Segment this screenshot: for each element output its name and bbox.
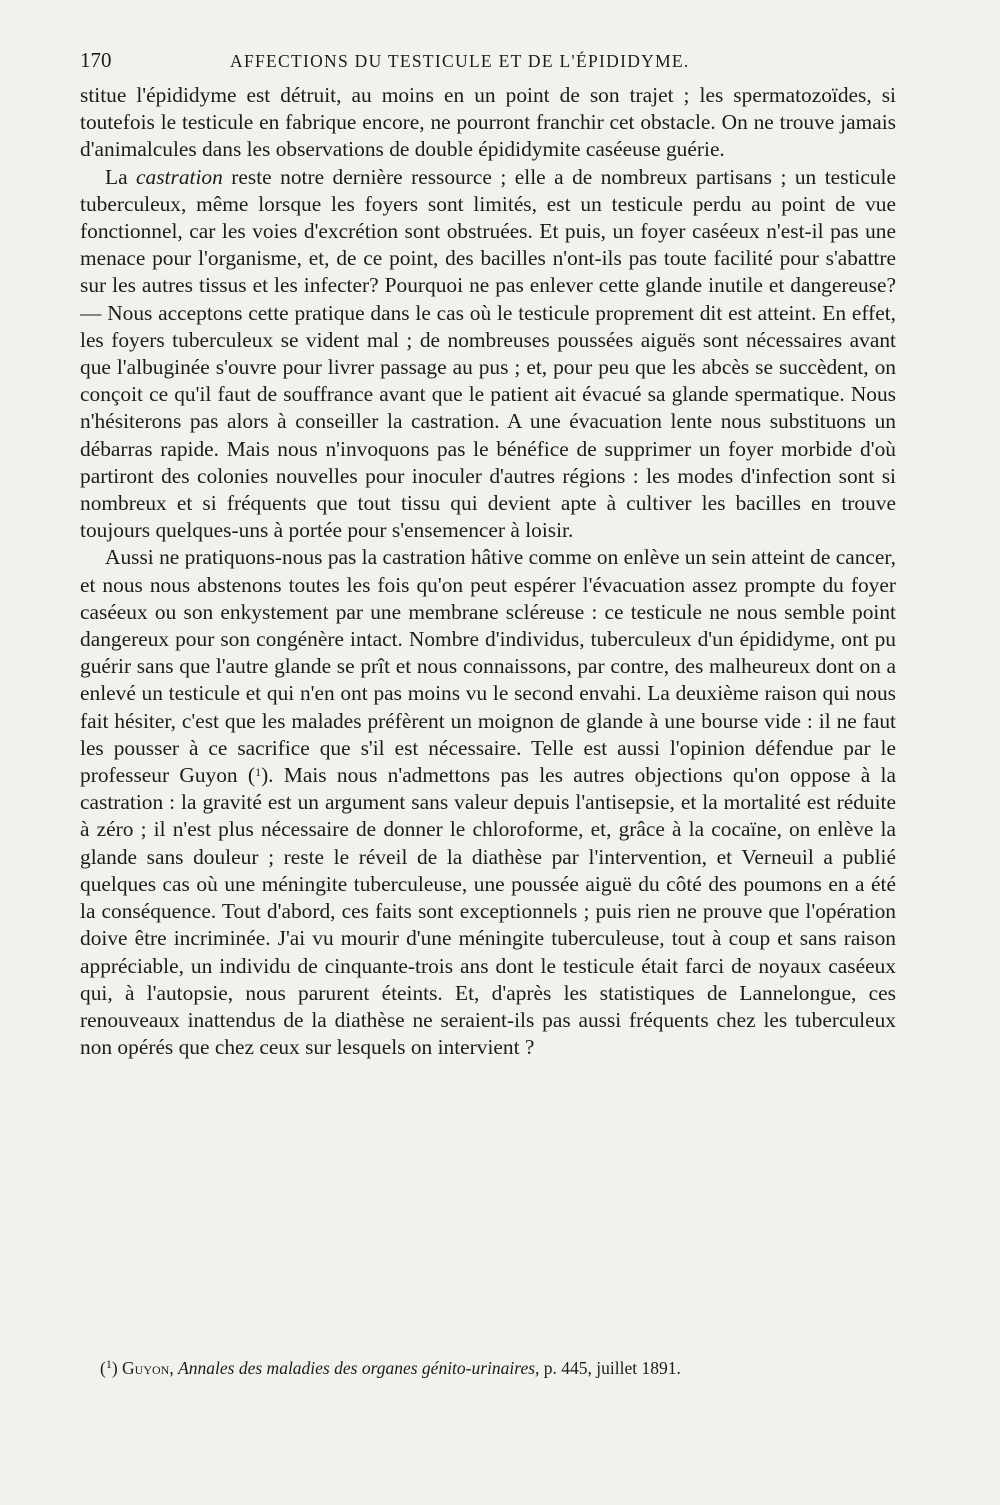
body-text <box>80 82 896 1061</box>
text-run: reste notre dernière ressource ; elle a de nombreux partisans ; un testicule tuberculeux, même lorsque les foyers sont limités, est un testicule perdu au point de vue fonctionnel, car les voies d'excrétion sont obstruées. Et puis, un foyer caséeux n'est-il pas une menace pour l'organisme, et, de ce point, des bacilles n'ont-ils pas toute facilité pour s'abattre sur les autres tissus et les infecter? Pourquoi ne pas enlever cette glande inutile et dangereuse? — Nous acceptons cette pratique dans le cas où le testicule proprement dit est atteint. En effet, les foyers tuberculeux se vident mal ; de nombreuses poussées aiguës sont nécessaires avant que l'albuginée s'ouvre pour livrer passage au pus ; et, pour peu que les abcès se succèdent, on conçoit ce qu'il faut de souffrance avant que le patient ait évacué sa glande spermatique. Nous n'hésiterons pas alors à conseiller la castration. A une évacuation lente nous substituons un débarras rapide. Mais nous n'invoquons pas le bénéfice de supprimer un foyer morbide d'où partiront des colonies nouvelles pour inoculer d'autres régions : les modes d'infection sont si nombreux et si fréquents que tout tissu qui devient apte à cultiver les bacilles en trouve toujours quelques-uns à portée pour s'ensemencer à loisir. <box>80 164 896 543</box>
running-title: AFFECTIONS DU TESTICULE ET DE L'ÉPIDIDYME. <box>230 51 690 71</box>
text-run: stitue l'épididyme est détruit, au moins en un point de son trajet ; les spermatozoïdes, si toutefois le testicule en fabrique encore, ne pourront franchir cet obstacle. On ne trouve jamais d'animalcules dans les observations de double épididymite caséeuse guérie. <box>80 83 896 162</box>
text-run: ). Mais nous n'admettons pas les autres objections qu'on oppose à la castration : la gravité est un argument sans valeur depuis l'antisepsie, et la mortalité est réduite à zéro ; il n'est plus nécessaire de donner le chloroforme, et, grâce à la cocaïne, on enlève la glande sans douleur ; reste le réveil de la diathèse par l'intervention, et Verneuil a publié quelques cas où une méningite tuberculeuse, une poussée aiguë du côté des poumons en a été la conséquence. Tout d'abord, ces faits sont exceptionnels ; puis rien ne prouve que l'opération doive être incriminée. J'ai vu mourir d'une méningite tuberculeuse, tout à coup et sans raison appréciable, un individu de cinquante-trois ans dont le testicule était farci de noyaux caséeux qui, à l'autopsie, nous parurent éteints. Et, d'après les statistiques de Lannelongue, ces renouveaux inattendus de la diathèse ne seraient-ils pas aussi fréquents chez les tuberculeux non opérés que chez ceux sur lesquels on intervient ? <box>80 763 896 1060</box>
paragraph <box>80 82 896 164</box>
italic-term: castration <box>136 164 223 189</box>
paragraph <box>80 164 896 545</box>
footnote-separator: , <box>169 1358 179 1378</box>
footnote: ($^1$) Guyon, Annales des maladies des organes génito-urinaires, p. 445, juillet 1891. <box>100 1357 681 1378</box>
running-header <box>80 48 896 82</box>
footnote-journal: Annales des maladies des organes génito-urinaires <box>178 1358 536 1378</box>
paragraph <box>80 544 896 1061</box>
footnote-author: Guyon <box>122 1358 170 1378</box>
footnote-details: , p. 445, juillet 1891. <box>535 1358 681 1378</box>
footnote-marker: 1 <box>105 1357 112 1371</box>
text-run: La <box>105 164 137 189</box>
text-run: Aussi ne pratiquons-nous pas la castration hâtive comme on enlève un sein atteint de cancer, et nous nous abstenons toutes les fois qu'on peut espérer l'évacuation assez prompte du foyer caséeux ou son enkystement par une membrane scléreuse : ce testicule ne nous semble point dangereux pour son congénère intact. Nombre d'individus, tuberculeux d'un épididyme, ont pu guérir sans que l'autre glande se prît et nous connaissons, par contre, des malheureux dont on a enlevé un testicule et qui n'en ont pas moins vu le second envahi. La deuxième raison qui nous fait hésiter, c'est que les malades préfèrent un moignon de glande à une bourse vide : il ne faut les pousser à ce sacrifice que s'il est nécessaire. Telle est aussi l'opinion défendue par le professeur Guyon ( <box>80 545 896 788</box>
page-number: 170 <box>80 48 112 72</box>
footnote-reference[interactable]: 1 <box>255 765 262 780</box>
